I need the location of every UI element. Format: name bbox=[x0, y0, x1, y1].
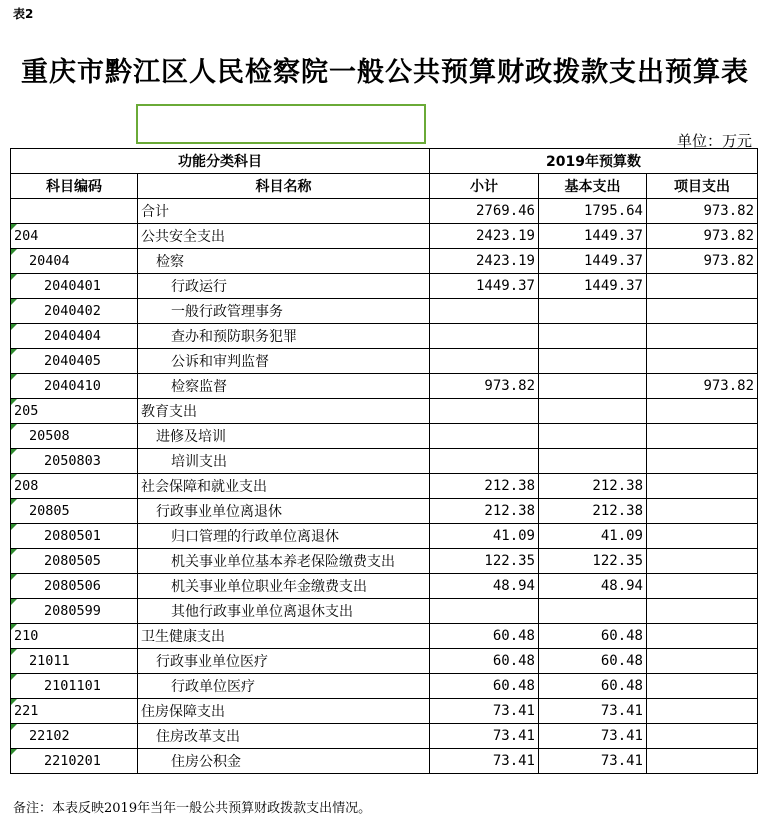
row-basic[interactable]: 212.38 bbox=[539, 474, 647, 499]
row-code[interactable]: 2040405 bbox=[11, 349, 138, 374]
row-name[interactable]: 公诉和审判监督 bbox=[138, 349, 430, 374]
row-basic[interactable]: 41.09 bbox=[539, 524, 647, 549]
row-project[interactable]: 973.82 bbox=[647, 199, 758, 224]
row-code[interactable]: 2080599 bbox=[11, 599, 138, 624]
row-basic[interactable]: 60.48 bbox=[539, 674, 647, 699]
header-name: 科目名称 bbox=[138, 174, 430, 199]
row-basic[interactable] bbox=[539, 374, 647, 399]
row-code[interactable]: 2210201 bbox=[11, 749, 138, 774]
row-subtotal[interactable] bbox=[430, 399, 539, 424]
row-code[interactable]: 2080506 bbox=[11, 574, 138, 599]
row-name[interactable]: 查办和预防职务犯罪 bbox=[138, 324, 430, 349]
row-basic[interactable] bbox=[539, 399, 647, 424]
budget-table bbox=[10, 148, 758, 774]
row-code[interactable]: 20805 bbox=[11, 499, 138, 524]
row-name[interactable]: 行政单位医疗 bbox=[138, 674, 430, 699]
row-basic[interactable] bbox=[539, 349, 647, 374]
row-name[interactable]: 一般行政管理事务 bbox=[138, 299, 430, 324]
row-project[interactable] bbox=[647, 674, 758, 699]
table-row bbox=[11, 299, 758, 324]
row-name[interactable]: 进修及培训 bbox=[138, 424, 430, 449]
header-row-1 bbox=[11, 149, 758, 174]
footnote: 备注：本表反映2019年当年一般公共预算财政拨款支出情况。 bbox=[13, 801, 372, 816]
table-number: 表2 bbox=[13, 7, 34, 21]
row-basic[interactable]: 60.48 bbox=[539, 624, 647, 649]
row-basic[interactable]: 1449.37 bbox=[539, 249, 647, 274]
row-subtotal[interactable]: 60.48 bbox=[430, 624, 539, 649]
table-row bbox=[11, 574, 758, 599]
table-row bbox=[11, 524, 758, 549]
row-name[interactable]: 卫生健康支出 bbox=[138, 624, 430, 649]
table-row bbox=[11, 349, 758, 374]
row-code[interactable]: 221 bbox=[11, 699, 138, 724]
row-code[interactable]: 2040402 bbox=[11, 299, 138, 324]
row-subtotal[interactable]: 2769.46 bbox=[430, 199, 539, 224]
row-name[interactable]: 检察监督 bbox=[138, 374, 430, 399]
row-subtotal[interactable]: 2423.19 bbox=[430, 249, 539, 274]
row-subtotal[interactable]: 73.41 bbox=[430, 724, 539, 749]
row-project[interactable] bbox=[647, 449, 758, 474]
selected-cell-highlight[interactable] bbox=[136, 104, 426, 144]
table-row bbox=[11, 674, 758, 699]
row-name[interactable]: 住房改革支出 bbox=[138, 724, 430, 749]
row-basic[interactable]: 122.35 bbox=[539, 549, 647, 574]
row-basic[interactable]: 73.41 bbox=[539, 749, 647, 774]
header-row-2 bbox=[11, 174, 758, 199]
header-basic: 基本支出 bbox=[539, 174, 647, 199]
row-subtotal[interactable] bbox=[430, 324, 539, 349]
row-code[interactable]: 208 bbox=[11, 474, 138, 499]
table-row bbox=[11, 199, 758, 224]
page-title: 重庆市黔江区人民检察院一般公共预算财政拨款支出预算表 bbox=[21, 57, 749, 88]
row-project[interactable] bbox=[647, 299, 758, 324]
unit-label: 单位：万元 bbox=[676, 132, 752, 150]
row-project[interactable] bbox=[647, 724, 758, 749]
row-project[interactable] bbox=[647, 474, 758, 499]
row-code[interactable]: 2040410 bbox=[11, 374, 138, 399]
table-row bbox=[11, 274, 758, 299]
row-code[interactable]: 20508 bbox=[11, 424, 138, 449]
row-project[interactable] bbox=[647, 324, 758, 349]
header-project: 项目支出 bbox=[647, 174, 758, 199]
row-name[interactable]: 行政事业单位离退休 bbox=[138, 499, 430, 524]
row-subtotal[interactable] bbox=[430, 449, 539, 474]
row-basic[interactable] bbox=[539, 299, 647, 324]
row-name[interactable]: 住房公积金 bbox=[138, 749, 430, 774]
table-row bbox=[11, 424, 758, 449]
row-subtotal[interactable]: 1449.37 bbox=[430, 274, 539, 299]
row-basic[interactable]: 73.41 bbox=[539, 724, 647, 749]
row-project[interactable] bbox=[647, 424, 758, 449]
row-subtotal[interactable]: 2423.19 bbox=[430, 224, 539, 249]
row-subtotal[interactable] bbox=[430, 599, 539, 624]
row-code[interactable] bbox=[11, 199, 138, 224]
row-basic[interactable] bbox=[539, 599, 647, 624]
header-code: 科目编码 bbox=[11, 174, 138, 199]
row-subtotal[interactable]: 48.94 bbox=[430, 574, 539, 599]
row-basic[interactable]: 48.94 bbox=[539, 574, 647, 599]
row-name[interactable]: 住房保障支出 bbox=[138, 699, 430, 724]
row-name[interactable]: 机关事业单位职业年金缴费支出 bbox=[138, 574, 430, 599]
row-project[interactable] bbox=[647, 499, 758, 524]
row-code[interactable]: 22102 bbox=[11, 724, 138, 749]
table-row bbox=[11, 249, 758, 274]
row-code[interactable]: 2040401 bbox=[11, 274, 138, 299]
row-code[interactable]: 2080505 bbox=[11, 549, 138, 574]
row-subtotal[interactable]: 122.35 bbox=[430, 549, 539, 574]
row-name[interactable]: 社会保障和就业支出 bbox=[138, 474, 430, 499]
row-subtotal[interactable]: 60.48 bbox=[430, 674, 539, 699]
row-basic[interactable] bbox=[539, 324, 647, 349]
row-project[interactable] bbox=[647, 749, 758, 774]
table-row bbox=[11, 549, 758, 574]
row-code[interactable]: 205 bbox=[11, 399, 138, 424]
row-subtotal[interactable]: 73.41 bbox=[430, 699, 539, 724]
row-project[interactable] bbox=[647, 349, 758, 374]
table-row bbox=[11, 449, 758, 474]
table-row bbox=[11, 324, 758, 349]
row-project[interactable]: 973.82 bbox=[647, 249, 758, 274]
row-project[interactable] bbox=[647, 549, 758, 574]
table-row bbox=[11, 749, 758, 774]
row-code[interactable]: 2080501 bbox=[11, 524, 138, 549]
table-row bbox=[11, 224, 758, 249]
row-project[interactable] bbox=[647, 524, 758, 549]
row-code[interactable]: 204 bbox=[11, 224, 138, 249]
row-project[interactable] bbox=[647, 624, 758, 649]
row-basic[interactable]: 73.41 bbox=[539, 699, 647, 724]
table-row bbox=[11, 374, 758, 399]
row-name[interactable]: 归口管理的行政单位离退休 bbox=[138, 524, 430, 549]
row-name[interactable]: 教育支出 bbox=[138, 399, 430, 424]
table-row bbox=[11, 399, 758, 424]
row-basic[interactable] bbox=[539, 449, 647, 474]
row-subtotal[interactable]: 73.41 bbox=[430, 749, 539, 774]
row-code[interactable]: 210 bbox=[11, 624, 138, 649]
row-basic[interactable]: 1449.37 bbox=[539, 274, 647, 299]
row-name[interactable]: 其他行政事业单位离退休支出 bbox=[138, 599, 430, 624]
row-project[interactable] bbox=[647, 599, 758, 624]
table-row bbox=[11, 624, 758, 649]
header-functional-category: 功能分类科目 bbox=[11, 149, 430, 174]
row-subtotal[interactable] bbox=[430, 299, 539, 324]
row-subtotal[interactable] bbox=[430, 349, 539, 374]
row-basic[interactable]: 212.38 bbox=[539, 499, 647, 524]
row-name[interactable]: 行政事业单位医疗 bbox=[138, 649, 430, 674]
header-budget-year: 2019年预算数 bbox=[430, 149, 758, 174]
row-code[interactable]: 2050803 bbox=[11, 449, 138, 474]
row-basic[interactable]: 1795.64 bbox=[539, 199, 647, 224]
row-basic[interactable]: 60.48 bbox=[539, 649, 647, 674]
row-project[interactable] bbox=[647, 574, 758, 599]
row-project[interactable] bbox=[647, 399, 758, 424]
header-subtotal: 小计 bbox=[430, 174, 539, 199]
row-name[interactable]: 机关事业单位基本养老保险缴费支出 bbox=[138, 549, 430, 574]
table-row bbox=[11, 724, 758, 749]
row-name[interactable]: 合计 bbox=[138, 199, 430, 224]
row-project[interactable] bbox=[647, 274, 758, 299]
row-code[interactable]: 2101101 bbox=[11, 674, 138, 699]
row-name[interactable]: 公共安全支出 bbox=[138, 224, 430, 249]
row-subtotal[interactable] bbox=[430, 424, 539, 449]
row-basic[interactable]: 1449.37 bbox=[539, 224, 647, 249]
row-name[interactable]: 检察 bbox=[138, 249, 430, 274]
table-row bbox=[11, 649, 758, 674]
table-row bbox=[11, 699, 758, 724]
table-row bbox=[11, 499, 758, 524]
row-code[interactable]: 20404 bbox=[11, 249, 138, 274]
row-project[interactable] bbox=[647, 699, 758, 724]
row-basic[interactable] bbox=[539, 424, 647, 449]
row-code[interactable]: 2040404 bbox=[11, 324, 138, 349]
row-subtotal[interactable]: 973.82 bbox=[430, 374, 539, 399]
row-name[interactable]: 行政运行 bbox=[138, 274, 430, 299]
row-subtotal[interactable]: 212.38 bbox=[430, 499, 539, 524]
row-subtotal[interactable]: 41.09 bbox=[430, 524, 539, 549]
row-project[interactable]: 973.82 bbox=[647, 374, 758, 399]
row-code[interactable]: 21011 bbox=[11, 649, 138, 674]
row-name[interactable]: 培训支出 bbox=[138, 449, 430, 474]
row-subtotal[interactable]: 212.38 bbox=[430, 474, 539, 499]
row-project[interactable]: 973.82 bbox=[647, 224, 758, 249]
row-project[interactable] bbox=[647, 649, 758, 674]
table-row bbox=[11, 599, 758, 624]
row-subtotal[interactable]: 60.48 bbox=[430, 649, 539, 674]
table-row bbox=[11, 474, 758, 499]
